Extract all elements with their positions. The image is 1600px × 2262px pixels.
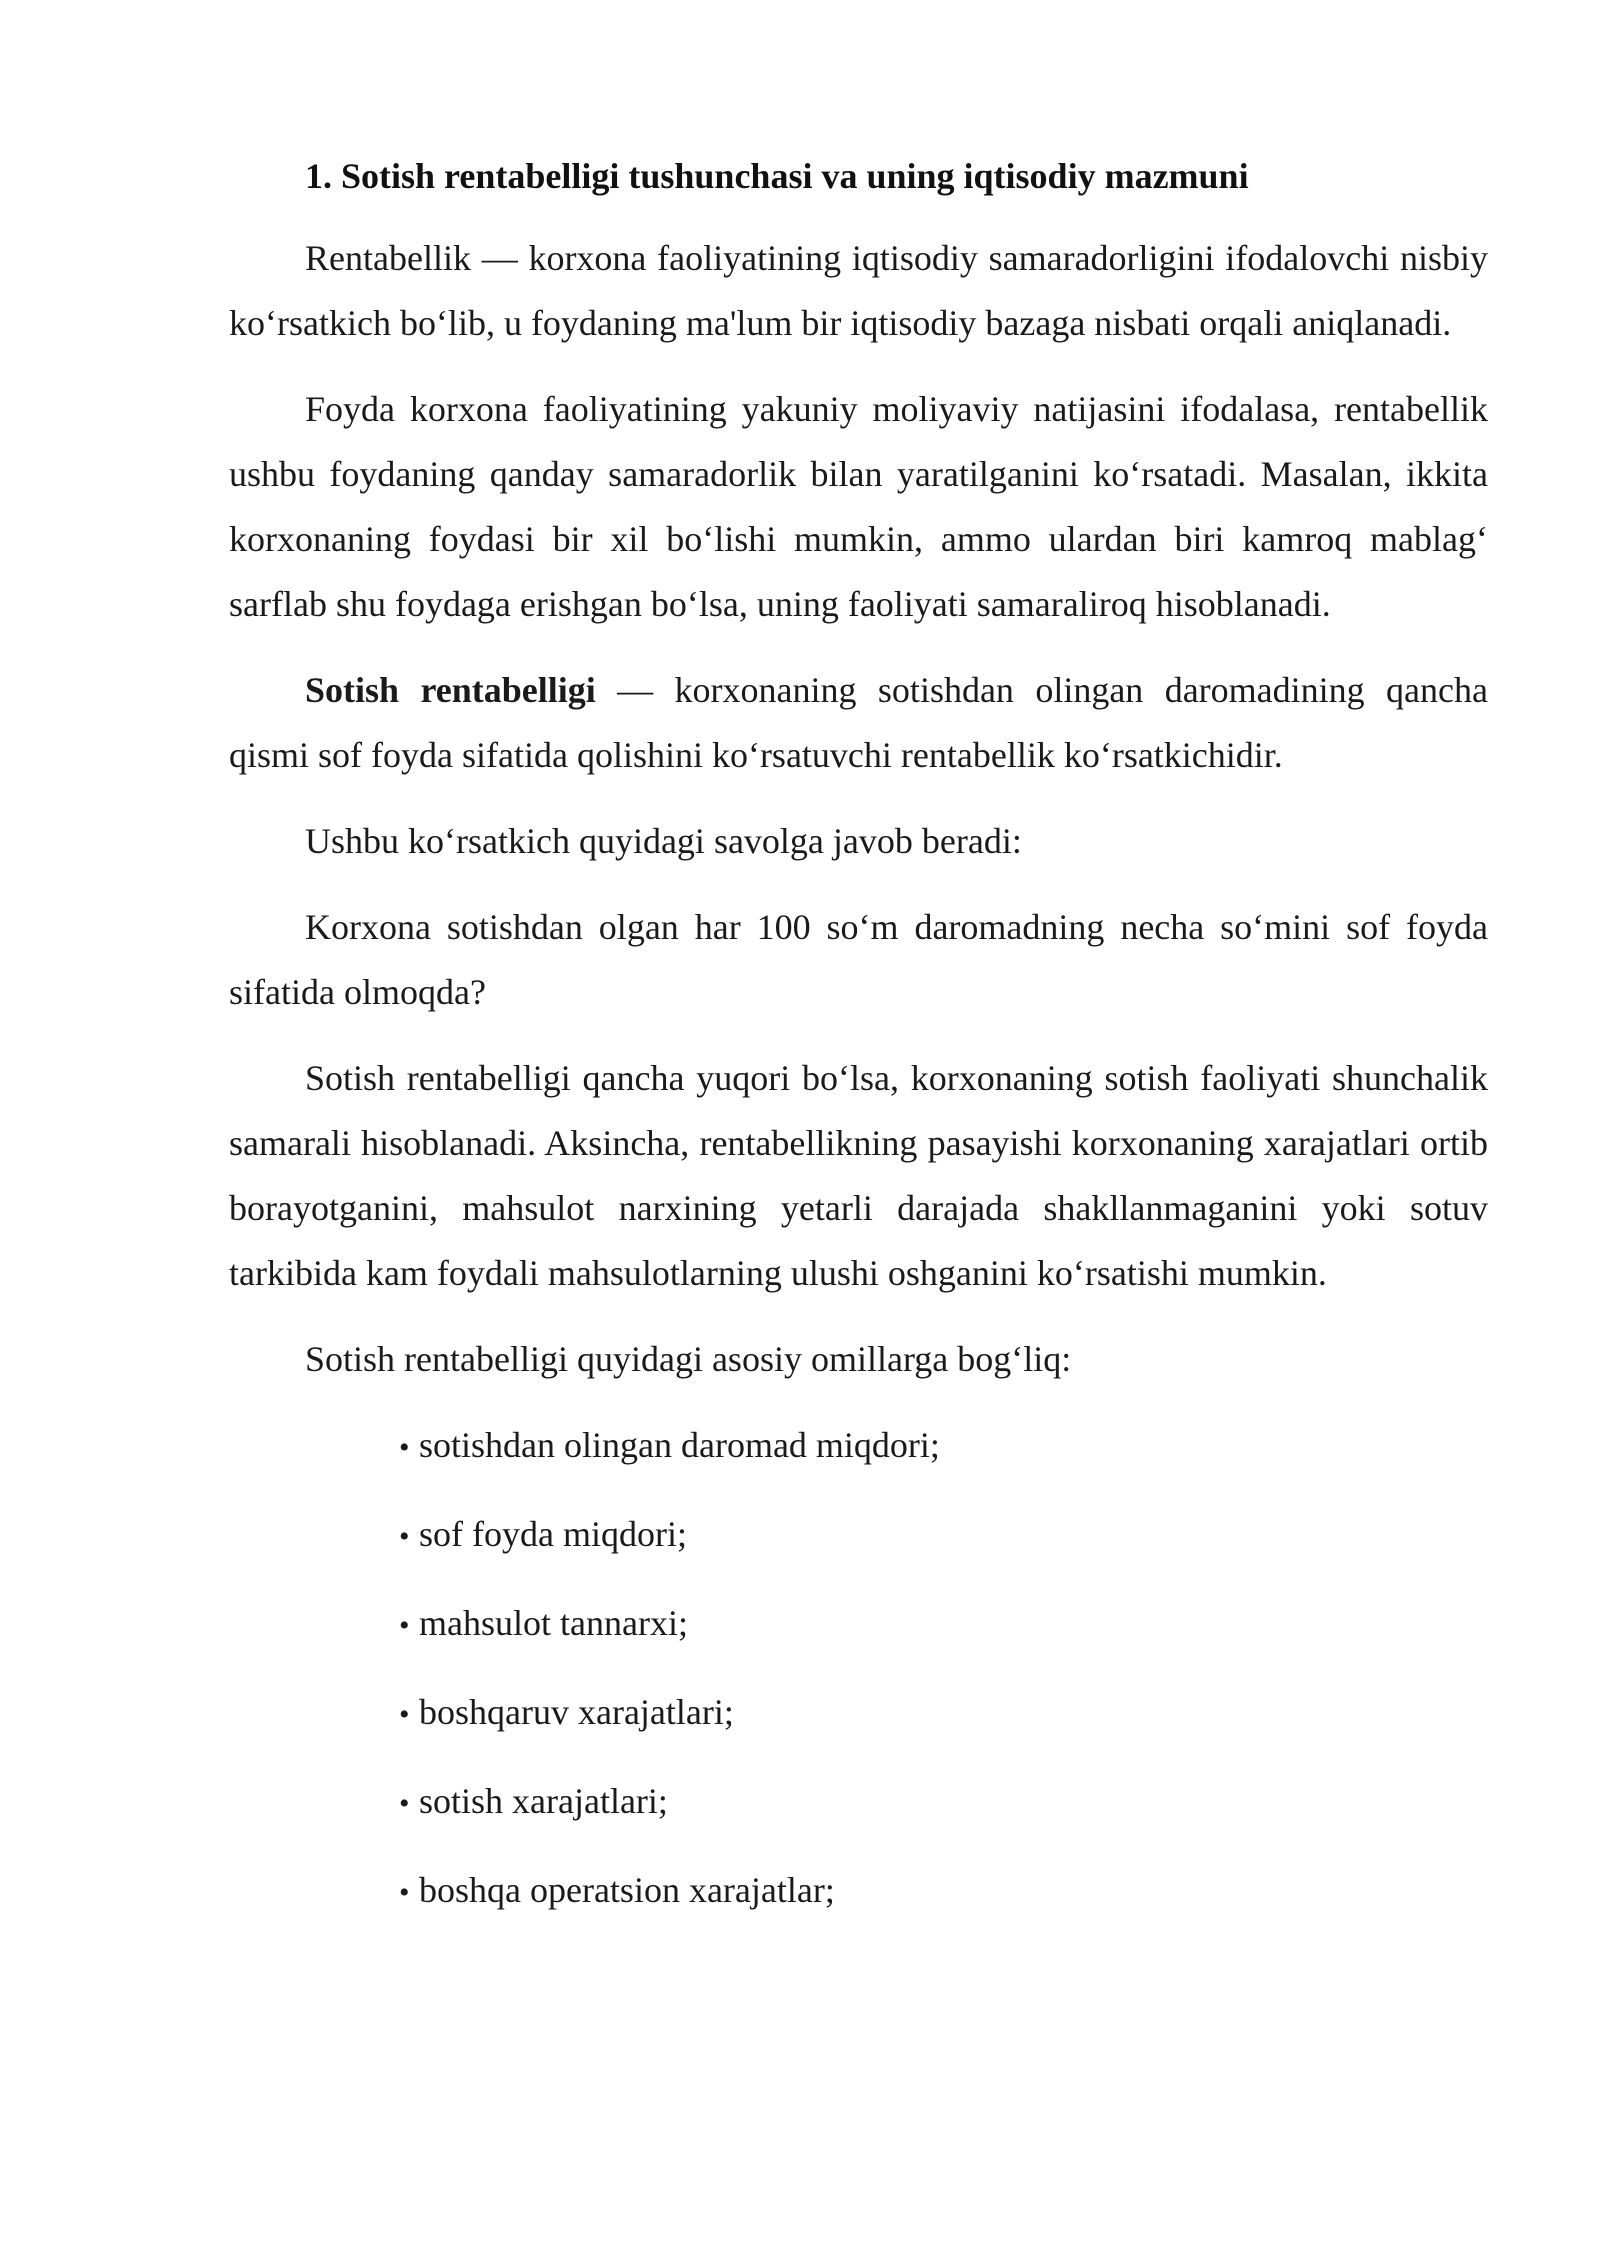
section-heading: 1. Sotish rentabelligi tushunchasi va uning iqtisodiy mazmuni xyxy=(305,156,1249,196)
paragraph-rentabellik-definition: Rentabellik — korxona faoliyatining iqtisodiy samaradorligini ifodalovchi nisbiy ko‘rsatkich bo‘lib, u foydaning ma'lum bir iqtisodiy bazaga nisbati orqali aniqlanadi. xyxy=(229,238,1488,343)
list-item xyxy=(399,1680,1488,1747)
bullet-icon: • xyxy=(399,1609,410,1642)
bullet-icon: • xyxy=(399,1431,410,1464)
list-item-text: boshqaruv xarajatlari; xyxy=(419,1692,734,1732)
paragraph-question: Korxona sotishdan olgan har 100 so‘m daromadning necha so‘mini sof foyda sifatida olmoqda? xyxy=(229,907,1488,1012)
paragraph-factors-intro: Sotish rentabelligi quyidagi asosiy omillarga bog‘liq: xyxy=(305,1339,1072,1379)
list-item-text: boshqa operatsion xarajatlar; xyxy=(419,1870,835,1910)
bullet-icon: • xyxy=(399,1876,410,1909)
list-item xyxy=(399,1769,1488,1836)
list-item-text: sof foyda miqdori; xyxy=(419,1514,687,1554)
list-item xyxy=(399,1858,1488,1925)
list-item xyxy=(399,1502,1488,1569)
list-item xyxy=(399,1413,1488,1480)
defined-term: Sotish rentabelligi xyxy=(305,670,596,710)
bullet-icon: • xyxy=(399,1698,410,1731)
list-item xyxy=(399,1591,1488,1658)
list-item-text: sotish xarajatlari; xyxy=(419,1781,668,1821)
bullet-icon: • xyxy=(399,1787,410,1820)
list-item-text: mahsulot tannarxi; xyxy=(419,1603,688,1643)
definition-text: — korxonaning sotishdan olingan daromadining qancha qismi sof foyda sifatida qolishini ko‘rsatuvchi rentabellik ko‘rsatkichidir. xyxy=(229,670,1488,775)
factors-list xyxy=(229,1413,1488,1925)
paragraph-foyda-explanation: Foyda korxona faoliyatining yakuniy moliyaviy natijasini ifodalasa, rentabellik ushbu foydaning qanday samaradorlik bilan yaratilganini ko‘rsatadi. Masalan, ikkita korxonaning foydasi bir xil bo‘lishi mumkin, ammo ulardan biri kamroq mablag‘ sarflab shu foydaga erishgan bo‘lsa, uning faoliyati samaraliroq hisoblanadi. xyxy=(229,389,1488,624)
paragraph-interpretation: Sotish rentabelligi qancha yuqori bo‘lsa, korxonaning sotish faoliyati shunchalik samarali hisoblanadi. Aksincha, rentabellikning pasayishi korxonaning xarajatlari ortib borayotganini, mahsulot narxining yetarli darajada shakllanmaganini yoki sotuv tarkibida kam foydali mahsulotlarning ulushi oshganini ko‘rsatishi mumkin. xyxy=(229,1058,1488,1293)
list-item-text: sotishdan olingan daromad miqdori; xyxy=(419,1425,940,1465)
bullet-icon: • xyxy=(399,1520,410,1553)
paragraph-sotish-rentabelligi-definition xyxy=(229,658,1488,788)
document-body xyxy=(229,148,1488,1947)
paragraph-question-intro: Ushbu ko‘rsatkich quyidagi savolga javob beradi: xyxy=(305,821,1022,861)
